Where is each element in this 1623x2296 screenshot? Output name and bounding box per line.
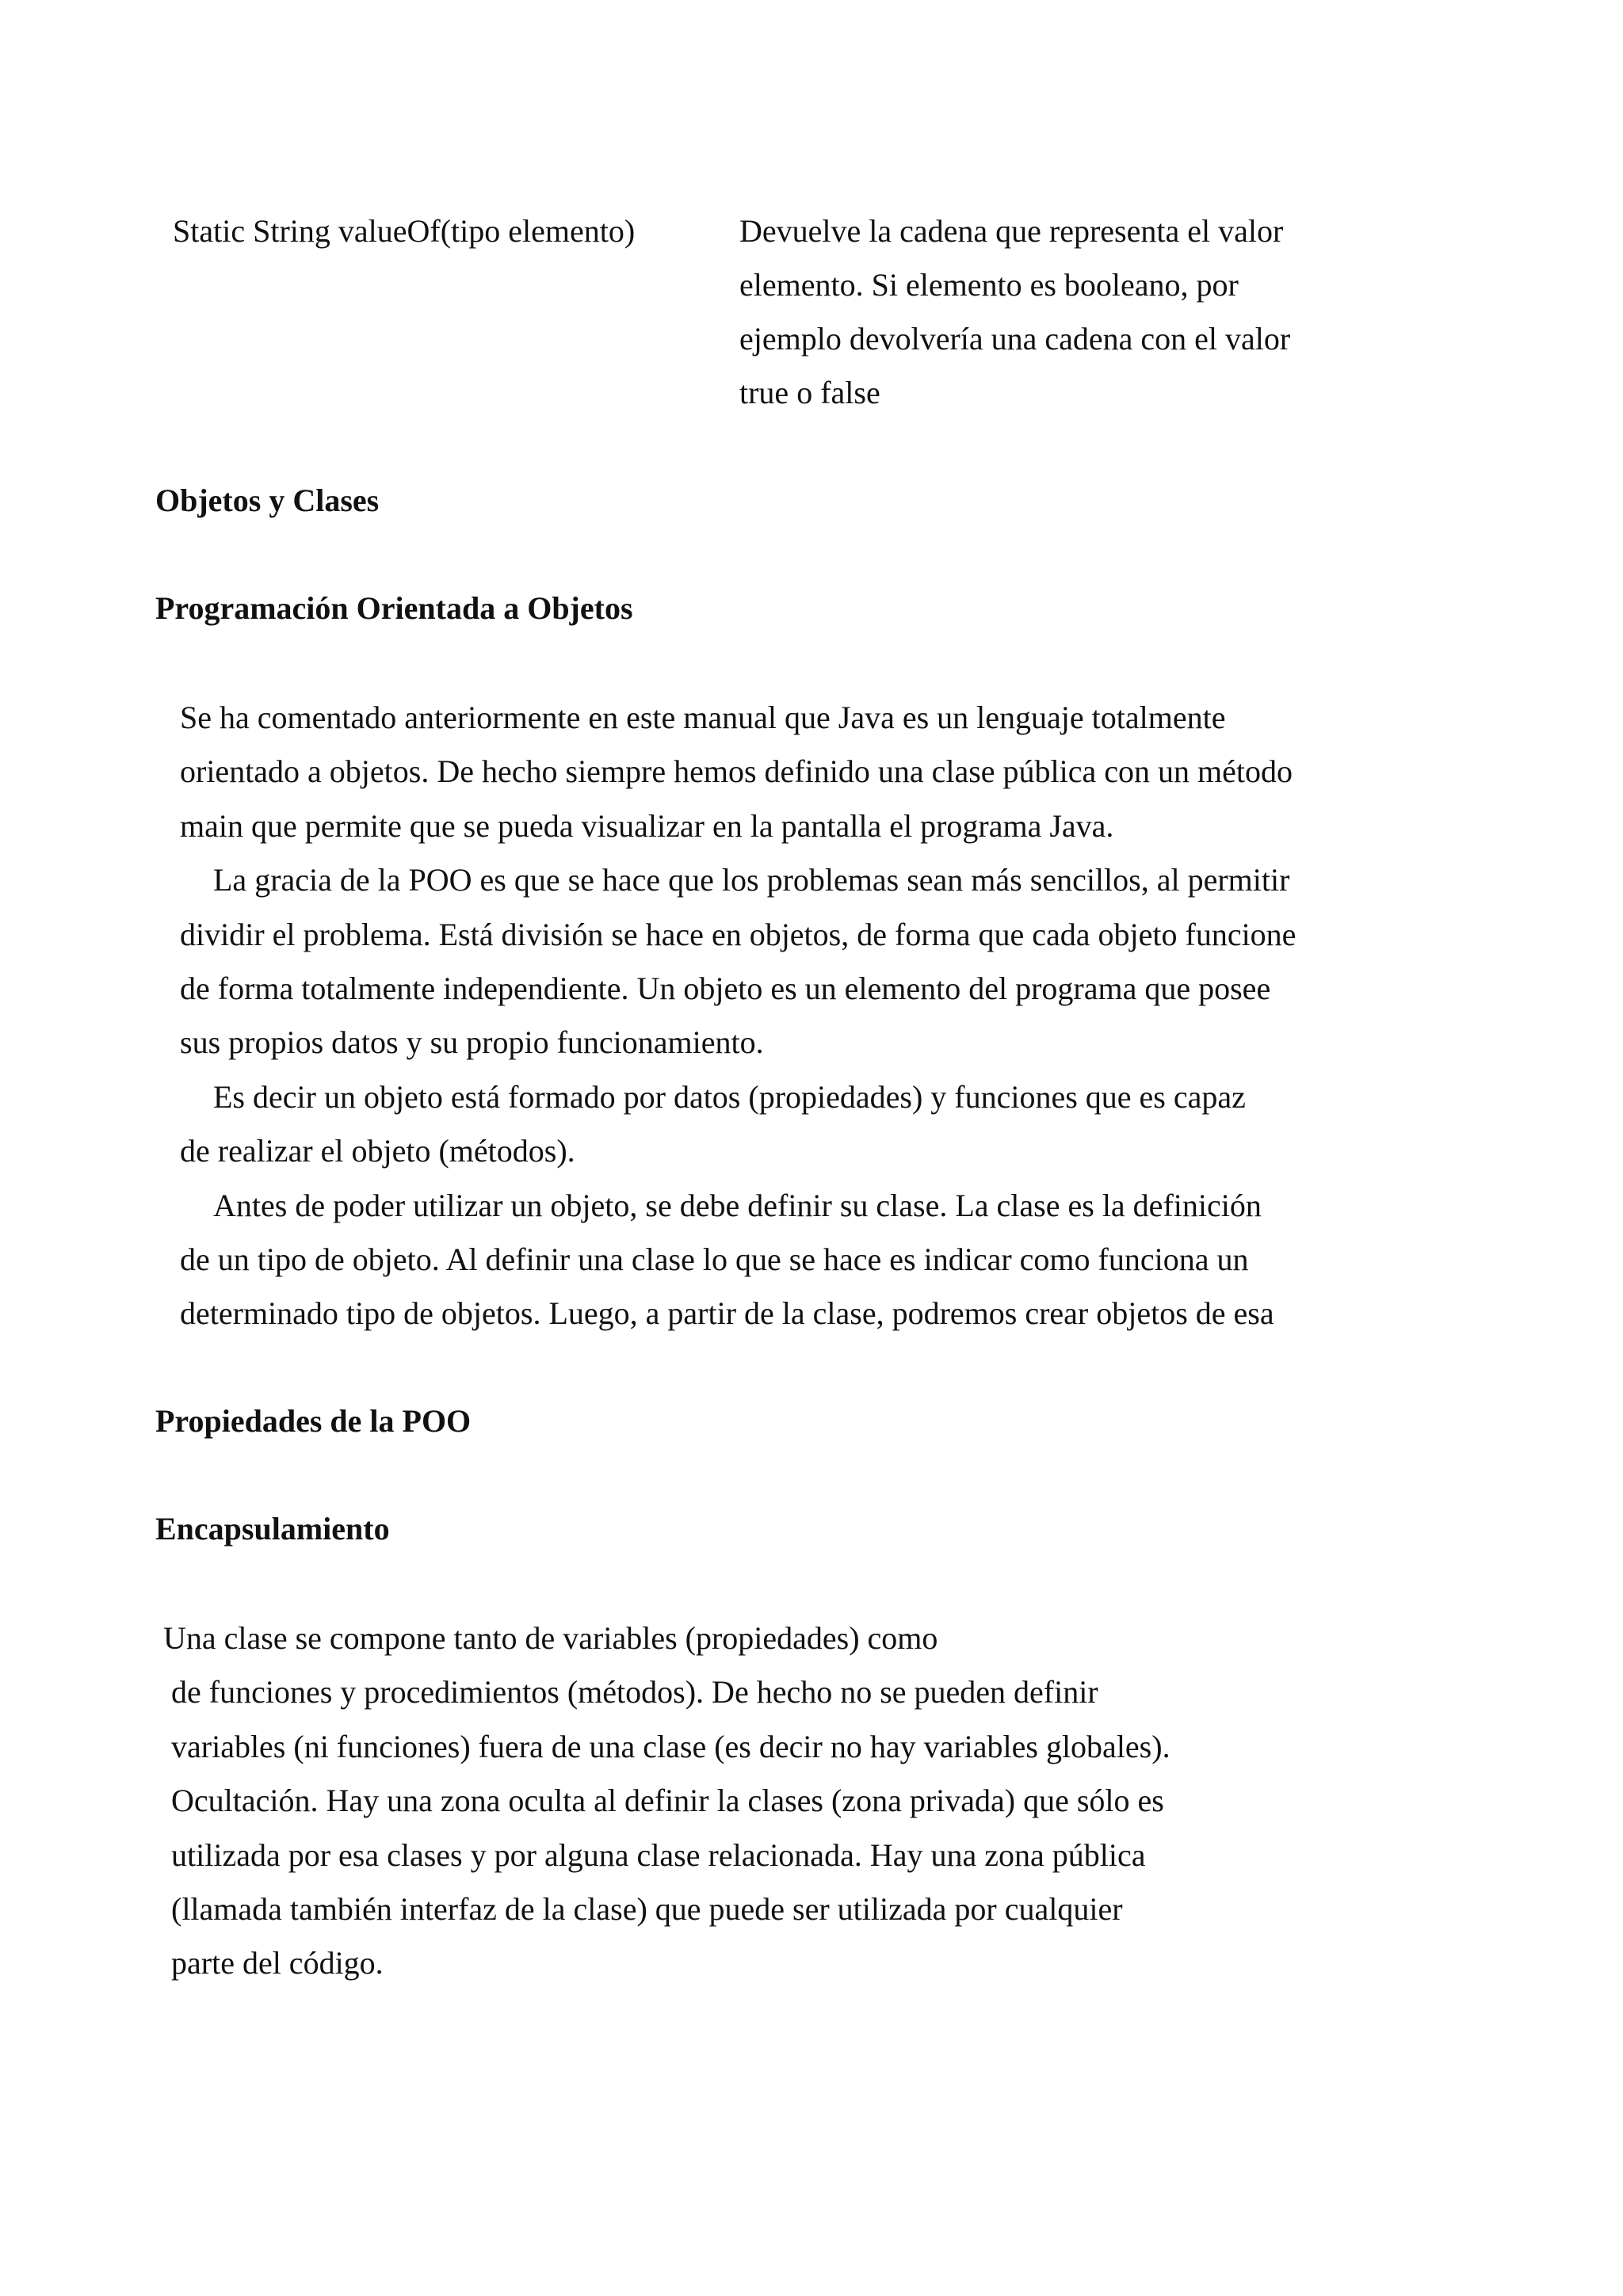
method-description-line: Devuelve la cadena que representa el valor xyxy=(739,213,1284,249)
method-signature: Static String valueOf(tipo elemento) xyxy=(173,213,636,249)
paragraph-line: sus propios datos y su propio funcionamiento. xyxy=(180,1024,764,1061)
encapsulamiento-paragraph xyxy=(163,1611,1170,1991)
method-description-line: ejemplo devolvería una cadena con el valor xyxy=(739,321,1291,357)
paragraph-line: de forma totalmente independiente. Un objeto es un elemento del programa que posee xyxy=(180,971,1271,1007)
paragraph-line: (llamada también interfaz de la clase) que puede ser utilizada por cualquier xyxy=(171,1891,1123,1928)
heading-propiedades-poo: Propiedades de la POO xyxy=(155,1403,472,1439)
paragraph-line: parte del código. xyxy=(171,1945,384,1981)
paragraph-line: Se ha comentado anteriormente en este manual que Java es un lenguaje totalmente xyxy=(180,700,1226,735)
paragraph-line: determinado tipo de objetos. Luego, a partir de la clase, podremos crear objetos de esa xyxy=(180,1295,1274,1332)
paragraph-line: La gracia de la POO es que se hace que los problemas sean más sencillos, al permitir xyxy=(213,862,1290,898)
paragraph-line: utilizada por esa clases y por alguna clase relacionada. Hay una zona pública xyxy=(171,1836,1146,1873)
paragraph-line: Ocultación. Hay una zona oculta al definir la clases (zona privada) que sólo es xyxy=(171,1783,1164,1819)
heading-encapsulamiento: Encapsulamiento xyxy=(155,1511,390,1547)
paragraph-line: Una clase se compone tanto de variables (propiedades) como xyxy=(163,1620,938,1656)
paragraph-line: main que permite que se pueda visualizar en la pantalla el programa Java. xyxy=(180,807,1114,844)
method-description-line: true o false xyxy=(739,375,880,410)
heading-poo: Programación Orientada a Objetos xyxy=(155,590,633,626)
paragraph-line: variables (ni funciones) fuera de una clase (es decir no hay variables globales). xyxy=(171,1728,1170,1764)
paragraph-line: orientado a objetos. De hecho siempre hemos definido una clase pública con un método xyxy=(180,753,1293,790)
poo-paragraph xyxy=(180,691,1296,1341)
method-description xyxy=(739,204,1290,420)
method-description-line: elemento. Si elemento es booleano, por xyxy=(739,267,1239,303)
paragraph-line: dividir el problema. Está división se hace en objetos, de forma que cada objeto funcione xyxy=(180,916,1296,952)
heading-objetos-clases: Objetos y Clases xyxy=(155,482,380,518)
paragraph-line: de realizar el objeto (métodos). xyxy=(180,1133,575,1169)
paragraph-line: de funciones y procedimientos (métodos). De hecho no se pueden definir xyxy=(171,1674,1098,1711)
paragraph-line: Antes de poder utilizar un objeto, se debe definir su clase. La clase es la definición xyxy=(213,1187,1262,1223)
paragraph-line: Es decir un objeto está formado por datos (propiedades) y funciones que es capaz xyxy=(213,1078,1246,1115)
paragraph-line: de un tipo de objeto. Al definir una clase lo que se hace es indicar como funciona un xyxy=(180,1241,1249,1278)
